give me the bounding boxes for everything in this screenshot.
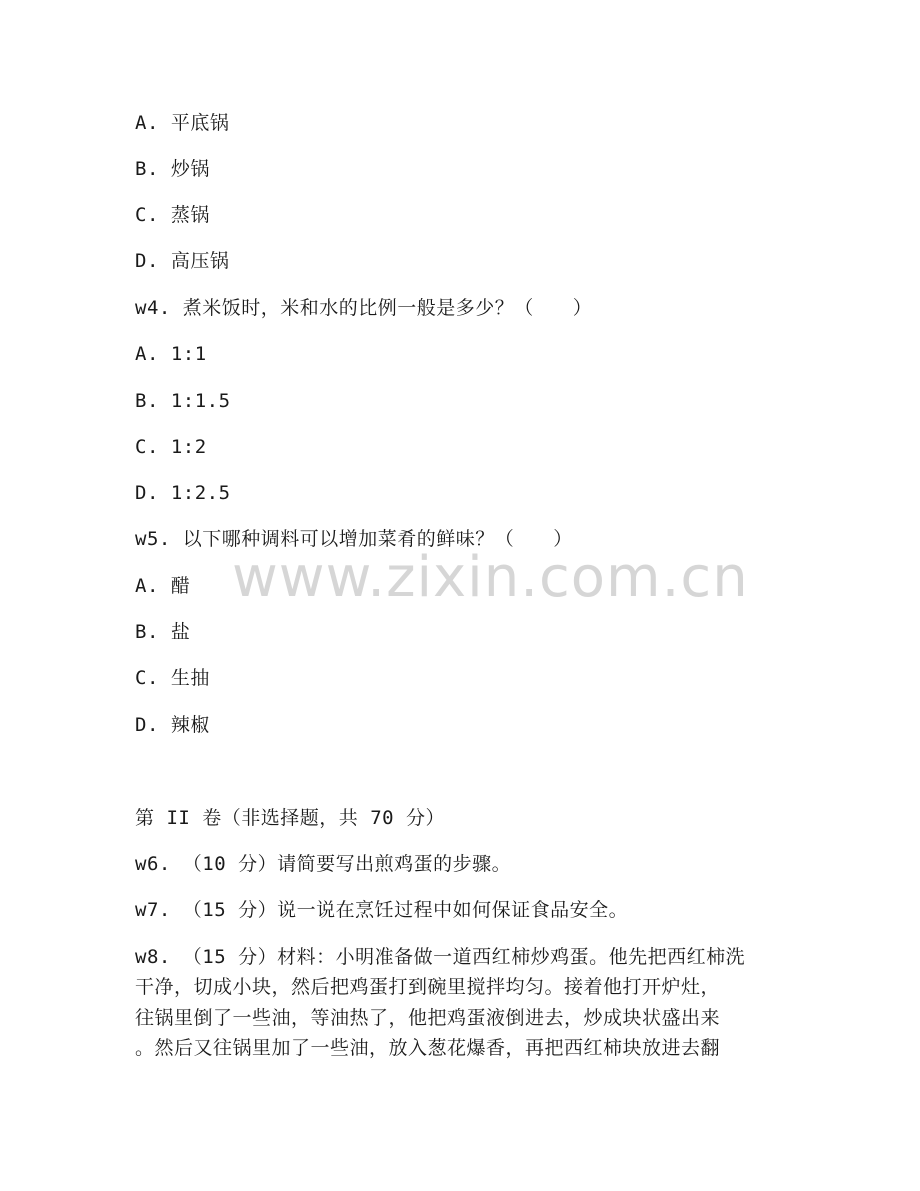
q4-option-b: B. 1:1.5 xyxy=(135,390,231,412)
q7-question: w7. （15 分）说一说在烹饪过程中如何保证食品安全。 xyxy=(135,899,629,921)
q3-option-b: B. 炒锅 xyxy=(135,158,210,180)
section-title: 第 II 卷（非选择题，共 70 分） xyxy=(135,807,446,829)
q8-line-4: 。然后又往锅里加了一些油，放入葱花爆香，再把西红柿块放进去翻 xyxy=(135,1037,721,1059)
watermark: www.zixin.com.cn xyxy=(232,545,749,610)
q5-option-d: D. 辣椒 xyxy=(135,714,210,736)
q5-option-a: A. 醋 xyxy=(135,575,191,597)
q8-line-1: w8. （15 分）材料：小明准备做一道西红柿炒鸡蛋。他先把西红柿洗 xyxy=(135,946,746,968)
q3-option-d: D. 高压锅 xyxy=(135,250,230,272)
q8-line-2: 干净，切成小块，然后把鸡蛋打到碗里搅拌均匀。接着他打开炉灶， xyxy=(135,976,721,998)
q5-option-b: B. 盐 xyxy=(135,621,191,643)
q4-option-d: D. 1:2.5 xyxy=(135,482,231,504)
q4-question: w4. 煮米饭时，米和水的比例一般是多少？（ ） xyxy=(135,297,593,319)
q6-question: w6. （10 分）请简要写出煎鸡蛋的步骤。 xyxy=(135,853,512,875)
q5-option-c: C. 生抽 xyxy=(135,667,210,689)
q4-option-a: A. 1:1 xyxy=(135,343,207,365)
q5-question: w5. 以下哪种调料可以增加菜肴的鲜味？（ ） xyxy=(135,528,573,550)
q4-option-c: C. 1:2 xyxy=(135,436,207,458)
q3-option-c: C. 蒸锅 xyxy=(135,204,210,226)
q3-option-a: A. 平底锅 xyxy=(135,112,230,134)
q8-line-3: 往锅里倒了一些油，等油热了，他把鸡蛋液倒进去，炒成块状盛出来 xyxy=(135,1007,721,1029)
